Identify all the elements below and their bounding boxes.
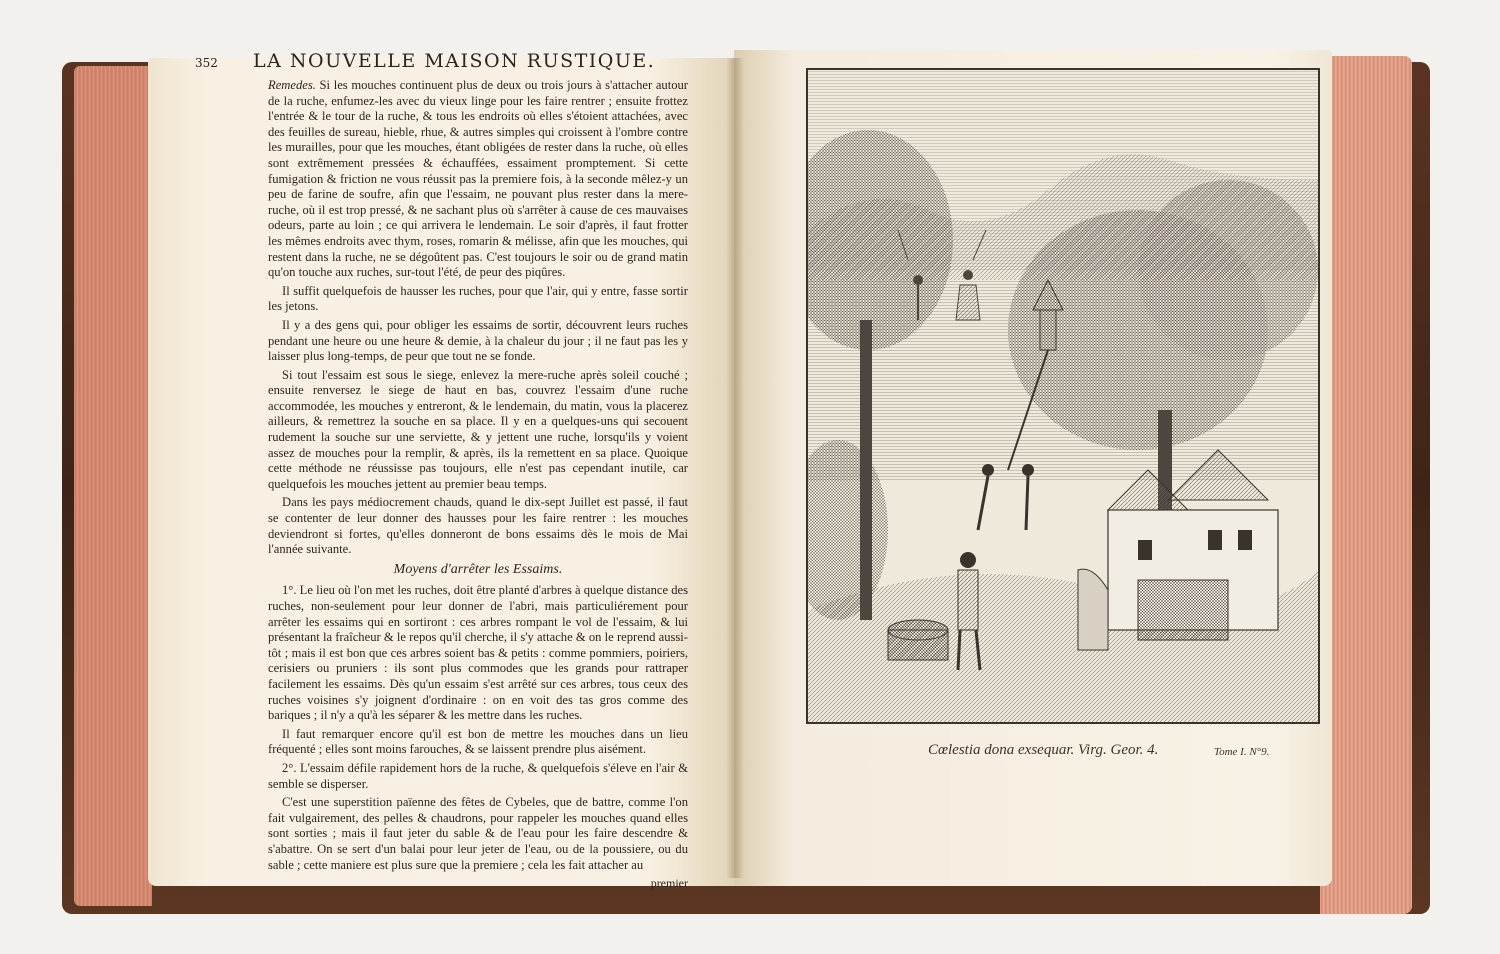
plate-caption: Cœlestia dona exsequar. Virg. Geor. 4. <box>928 742 1159 758</box>
paragraph: Il faut remarquer encore qu'il est bon de mettre les mouches dans un lieu fréquenté ; elles sont moins farouches, & se laissent prendre plus aisément. <box>268 726 688 757</box>
paragraph <box>268 368 688 493</box>
paragraph: C'est une superstition païenne des fêtes de Cybeles, que de battre, comme l'on fait vulgairement, des pelles & chaudrons, pour rappeler les mouches quand elles sont sorties ; mais il faut jeter du sable & de l'eau pour les faire descendre & s'abattre. On se sert d'un balai pour leur jeter de l'eau, ou de la poussiere, ou du sable ; cette maniere est plus sure que la premiere ; cela les fait attacher au <box>268 795 688 872</box>
paragraph: 2°. L'essaim défile rapidement hors de la ruche, & quelquefois s'éleve en l'air & semble se disperser. <box>268 760 688 791</box>
paragraph <box>268 284 688 315</box>
paragraph-remedes <box>268 78 688 281</box>
left-page-text <box>268 78 688 892</box>
paragraph-lead: Remedes. <box>268 78 316 92</box>
paragraph-text: Il y a des gens qui, pour obliger les essaims de sortir, découvrent leurs ruches pendant une heure ou une heure & demie, à la chaleur du jour ; il ne faut pas les y laisser plus long-temps, de peur que tout ne se fonde. <box>268 317 688 364</box>
engraving-illustration <box>808 70 1318 722</box>
catchword: premier <box>650 876 688 891</box>
paragraph <box>268 495 688 557</box>
running-title: LA NOUVELLE MAISON RUSTIQUE. <box>253 50 656 72</box>
paragraph: 1°. Le lieu où l'on met les ruches, doit être planté d'arbres à quelque distance des ruches, non-seulement pour leur donner de l'abri, mais particuliérement pour arrêter les essaims qui en sortiront : ces arbres rompant le vol de l'essaim, & lui présentant la fraîcheur & le repos qu'il cherche, il s'y attache & on le reprend aussi-tôt ; mais il est bon que ces arbres soient bas & petits : comme pommiers, poiriers, cerisiers ou pruniers : ils sont plus commodes que les grands pour rattraper facilement les essaims. Dès qu'un essaim s'est arrêté sur ces arbres, tous ceux des ruches voisines s'y joignent d'ordinaire : on en voit des tas gros comme des bariques ; il n'y a qu'à les séparer & les mettre dans les ruches. <box>268 583 688 723</box>
paragraph-text: Si tout l'essaim est sous le siege, enlevez la mere-ruche après soleil couché ; ensuite renversez le siege de haut en bas, couvrez l'essaim d'une ruche accommodée, les mouches y entreront, & le lendemain, du matin, vous la placerez ailleurs, & remettrez la souche en sa place. Il y en a quelques-uns qui secouent rudement la souche sur une serviette, & y jettent une ruche, lorsqu'ils y voient assez de mouches pour la remplir, & après, ils la remettent en sa place. Quoique cette méthode ne réussisse pas toujours, elle n'est pas cependant inutile, car quelquefois les mouches jettent au premier beau temps. <box>268 367 688 491</box>
page-number: 352 <box>195 56 218 70</box>
right-page-edges <box>1320 56 1412 914</box>
paragraph-text: Dans les pays médiocrement chauds, quand le dix-sept Juillet est passé, il faut se contenter de leur donner des hausses pour les faire rentrer : les mouches deviendront si fortes, qu'elles donneront de bons essaims dès le mois de Mai l'année suivante. <box>268 495 688 557</box>
book-gutter <box>726 58 744 878</box>
paragraph-text: Si les mouches continuent plus de deux ou trois jours à s'attacher autour de la ruche, enfumez-les avec du vieux linge pour les faire rentrer ; ensuite frottez l'entrée & le tour de la ruche, & tous les endroits où elles s'étoient attachées, avec des feuilles de sureau, hieble, rhue, & autres simples qui croissent à l'ombre contre les murailles, pour que les mouches, étant obligées de rester dans la ruche, où elles sont extrêmement pressées & échauffées, essaiment promptement. Si cette fumigation & friction ne vous réussit pas la premiere fois, à la seconde mêlez-y un peu de farine de soufre, afin que l'essaim, ne pouvant plus rester dans la mere-ruche, où il est trop pressé, & ne sachant plus où s'arrêter à cause de ces mauvaises odeurs, parte au loin ; ce qui arrivera le lendemain. Le soir d'après, il faut frotter les mêmes endroits avec thym, roses, romarin & mélisse, afin que les mouches, qui restent dans la ruche, ne se dégoûtent pas. C'est toujours le soir ou de grand matin qu'on touche aux ruches, sur-tout l'été, de peur des piqûres. <box>268 78 688 280</box>
section-heading: Moyens d'arrêter les Essaims. <box>393 561 563 577</box>
paragraph-text: Il suffit quelquefois de hausser les ruches, pour que l'air, qui y entre, fasse sortir les jetons. <box>268 283 688 314</box>
paragraph <box>268 318 688 365</box>
left-page-edges <box>74 66 152 906</box>
plate-number: Tome I. N°9. <box>1214 746 1270 758</box>
engraving-plate <box>806 68 1320 724</box>
